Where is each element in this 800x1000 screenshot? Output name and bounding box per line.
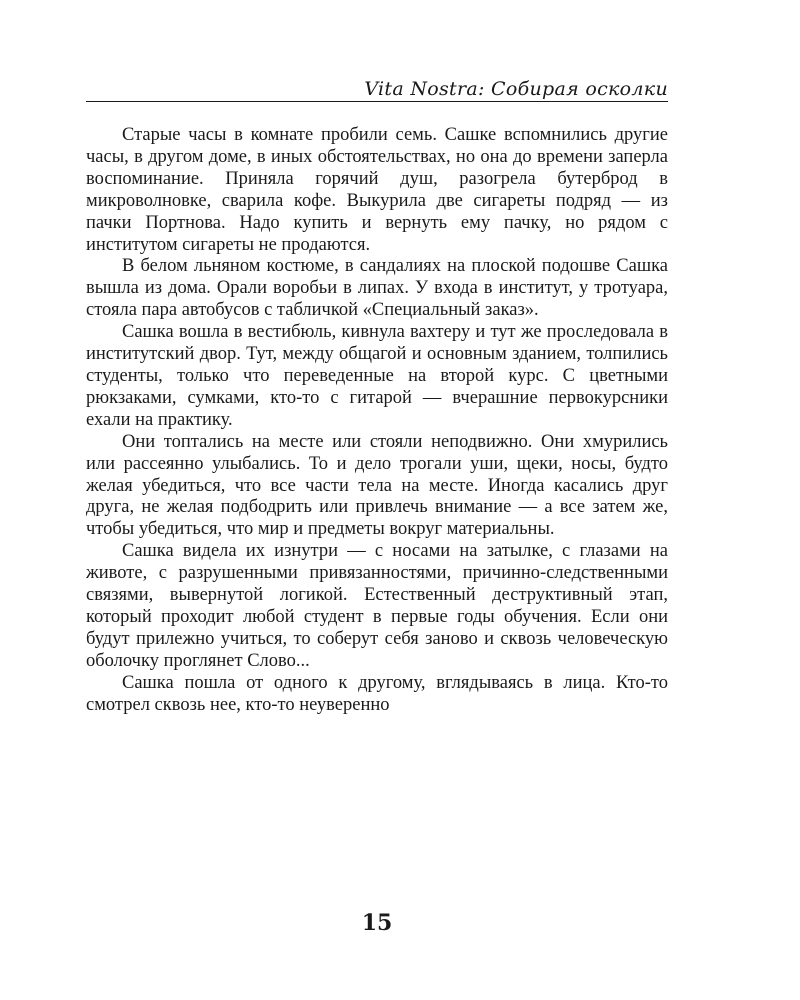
paragraph: Сашка пошла от одного к другому, вглядываясь в лица. Кто-то смотрел сквозь нее, кто-то неуверенно: [86, 672, 668, 715]
header-rule: [86, 101, 668, 102]
running-title: Vita Nostra: Собирая осколки: [364, 78, 668, 100]
paragraph: Они топтались на месте или стояли неподвижно. Они хмурились или рассеянно улыбались. То и дело трогали уши, щеки, носы, будто желая убедиться, что все части тела на месте. Иногда касались друг друга, не желая подбодрить или привлечь внимание — а все затем же, чтобы убедиться, что мир и предметы вокруг материальны.: [86, 431, 668, 540]
page-number: 15: [361, 910, 393, 936]
paragraph: Сашка видела их изнутри — с носами на затылке, с глазами на животе, с разрушенными привязанностями, причинно-следственными связями, вывернутой логикой. Естественный деструктивный этап, который проходит любой студент в первые годы обучения. Если они будут прилежно учиться, то соберут себя заново и сквозь человеческую оболочку проглянет Слово...: [86, 541, 668, 671]
paragraph: Старые часы в комнате пробили семь. Сашке вспомнились другие часы, в другом доме, в иных обстоятельствах, но она до времени заперла воспоминание. Приняла горячий душ, разогрела бутерброд в микроволновке, сварила кофе. Выкурила две сигареты подряд — из пачки Портнова. Надо купить и вернуть ему пачку, но рядом с институтом сигареты не продаются.: [86, 125, 668, 255]
paragraph: В белом льняном костюме, в сандалиях на плоской подошве Сашка вышла из дома. Орали воробьи в липах. У входа в институт, у тротуара, стояла пара автобусов с табличкой «Специальный заказ».: [86, 256, 668, 321]
paragraph: Сашка вошла в вестибюль, кивнула вахтеру и тут же проследовала в институтский двор. Тут, между общагой и основным зданием, толпились студенты, только что переведенные на второй курс. С цветными рюкзаками, сумками, кто-то с гитарой — вчерашние первокурсники ехали на практику.: [86, 322, 668, 430]
body-text: [86, 125, 668, 716]
